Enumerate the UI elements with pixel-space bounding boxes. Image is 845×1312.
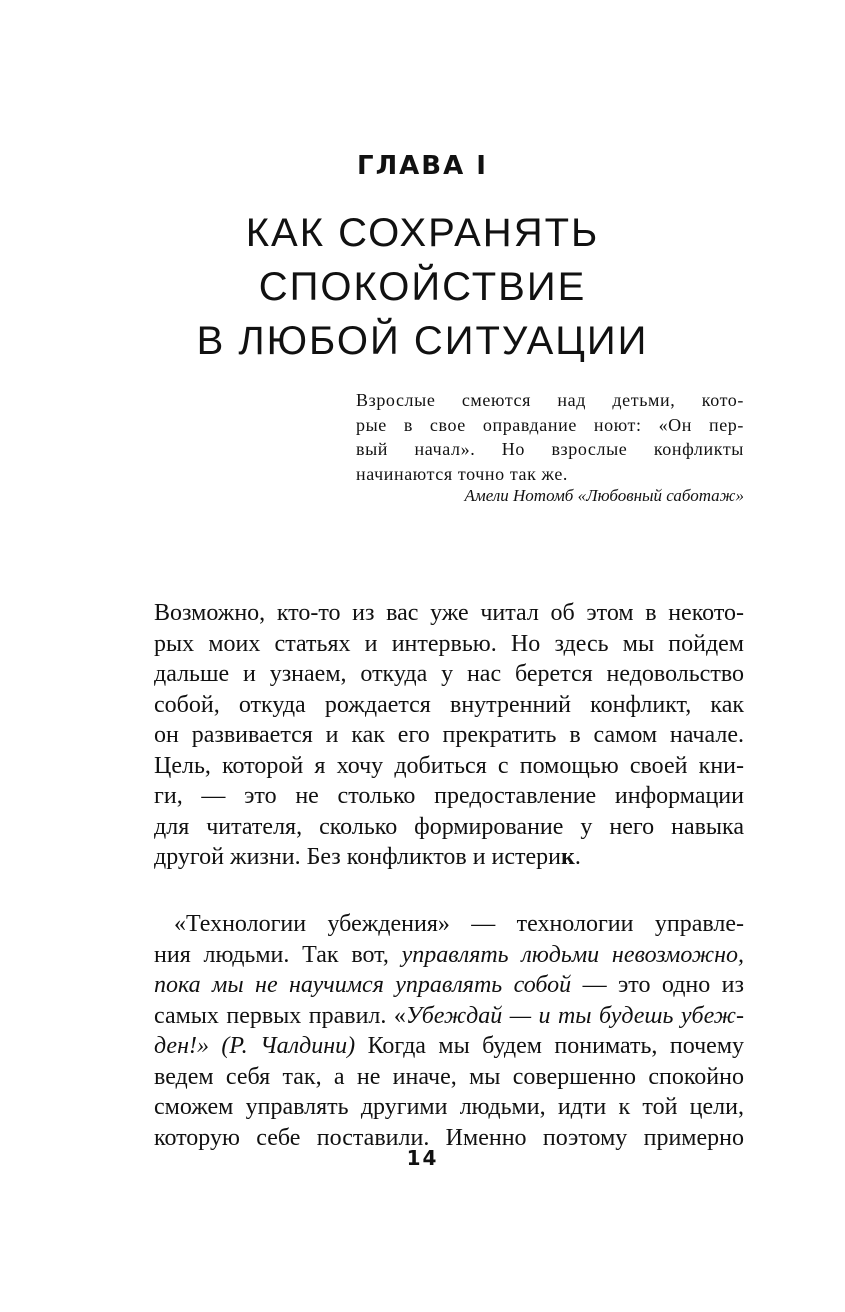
chapter-label: ГЛАВА I xyxy=(357,151,488,181)
paragraph-line xyxy=(154,970,744,1001)
paragraph-line xyxy=(154,842,744,873)
paragraph-line: для читателя, сколько формирование у него навыка xyxy=(154,813,744,840)
text-run: самых первых правил. « xyxy=(154,1002,406,1029)
epigraph-line: начинаются точно так же. xyxy=(356,463,569,484)
page-number: 14 xyxy=(406,1146,439,1170)
text-run: — это одно из xyxy=(571,972,744,998)
text-run: другой жизни. Без конфликтов и истери xyxy=(154,844,562,870)
text-run: ния людьми. Так вот, xyxy=(154,941,402,968)
chapter-title-line: СПОКОЙСТВИЕ xyxy=(258,265,587,309)
paragraph-line: Возможно, кто-то из вас уже читал об этом в некото- xyxy=(154,600,744,626)
paragraph-line: ги, — это не столько предоставление информации xyxy=(154,783,744,809)
paragraph-line: «Технологии убеждения» — технологии управле- xyxy=(174,911,744,937)
paragraph-line: рых моих статьях и интервью. Но здесь мы пойдем xyxy=(154,630,744,657)
paragraph-line xyxy=(154,1031,744,1062)
epigraph-quote xyxy=(356,388,744,486)
chapter-title-line: В ЛЮБОЙ СИТУАЦИИ xyxy=(196,319,649,363)
italic-run: управлять людьми невозможно, xyxy=(401,941,744,968)
paragraph-line: он развивается и как его прекратить в самом начале. xyxy=(154,722,744,748)
epigraph-line: рые в свое оправдание ноют: «Он пер- xyxy=(356,414,744,435)
body-paragraph xyxy=(154,909,744,1153)
epigraph-source: Амели Нотомб «Любовный саботаж» xyxy=(464,486,744,505)
italic-run: Убеждай — и ты будешь убеж- xyxy=(405,1002,744,1029)
bold-run: к xyxy=(561,844,575,870)
epigraph-line: вый начал». Но взрослые конфликты xyxy=(356,439,744,459)
paragraph-line xyxy=(154,1001,744,1032)
paragraph-line: Цель, которой я хочу добиться с помощью своей кни- xyxy=(154,752,744,779)
paragraph-line: дальше и узнаем, откуда у нас берется недовольство xyxy=(154,661,744,687)
paragraph-line: собой, откуда рождается внутренний конфликт, как xyxy=(154,691,744,718)
chapter-title xyxy=(0,206,845,368)
body-paragraph xyxy=(154,598,744,873)
paragraph-line: которую себе поставили. Именно поэтому примерно xyxy=(154,1124,744,1151)
italic-run: пока мы не научимся управлять собой xyxy=(154,972,572,998)
paragraph-line: ведем себя так, а не иначе, мы совершенно спокойно xyxy=(154,1063,744,1090)
italic-run: ден!» (Р. Чалдини) xyxy=(154,1033,356,1059)
chapter-title-line: КАК СОХРАНЯТЬ xyxy=(245,211,600,255)
epigraph-line: Взрослые смеются над детьми, кото- xyxy=(356,390,744,410)
paragraph-line xyxy=(154,940,744,971)
text-run: Когда мы будем понимать, почему xyxy=(355,1033,745,1059)
text-run: . xyxy=(574,844,581,870)
paragraph-line: сможем управлять другими людьми, идти к той цели, xyxy=(154,1094,744,1120)
